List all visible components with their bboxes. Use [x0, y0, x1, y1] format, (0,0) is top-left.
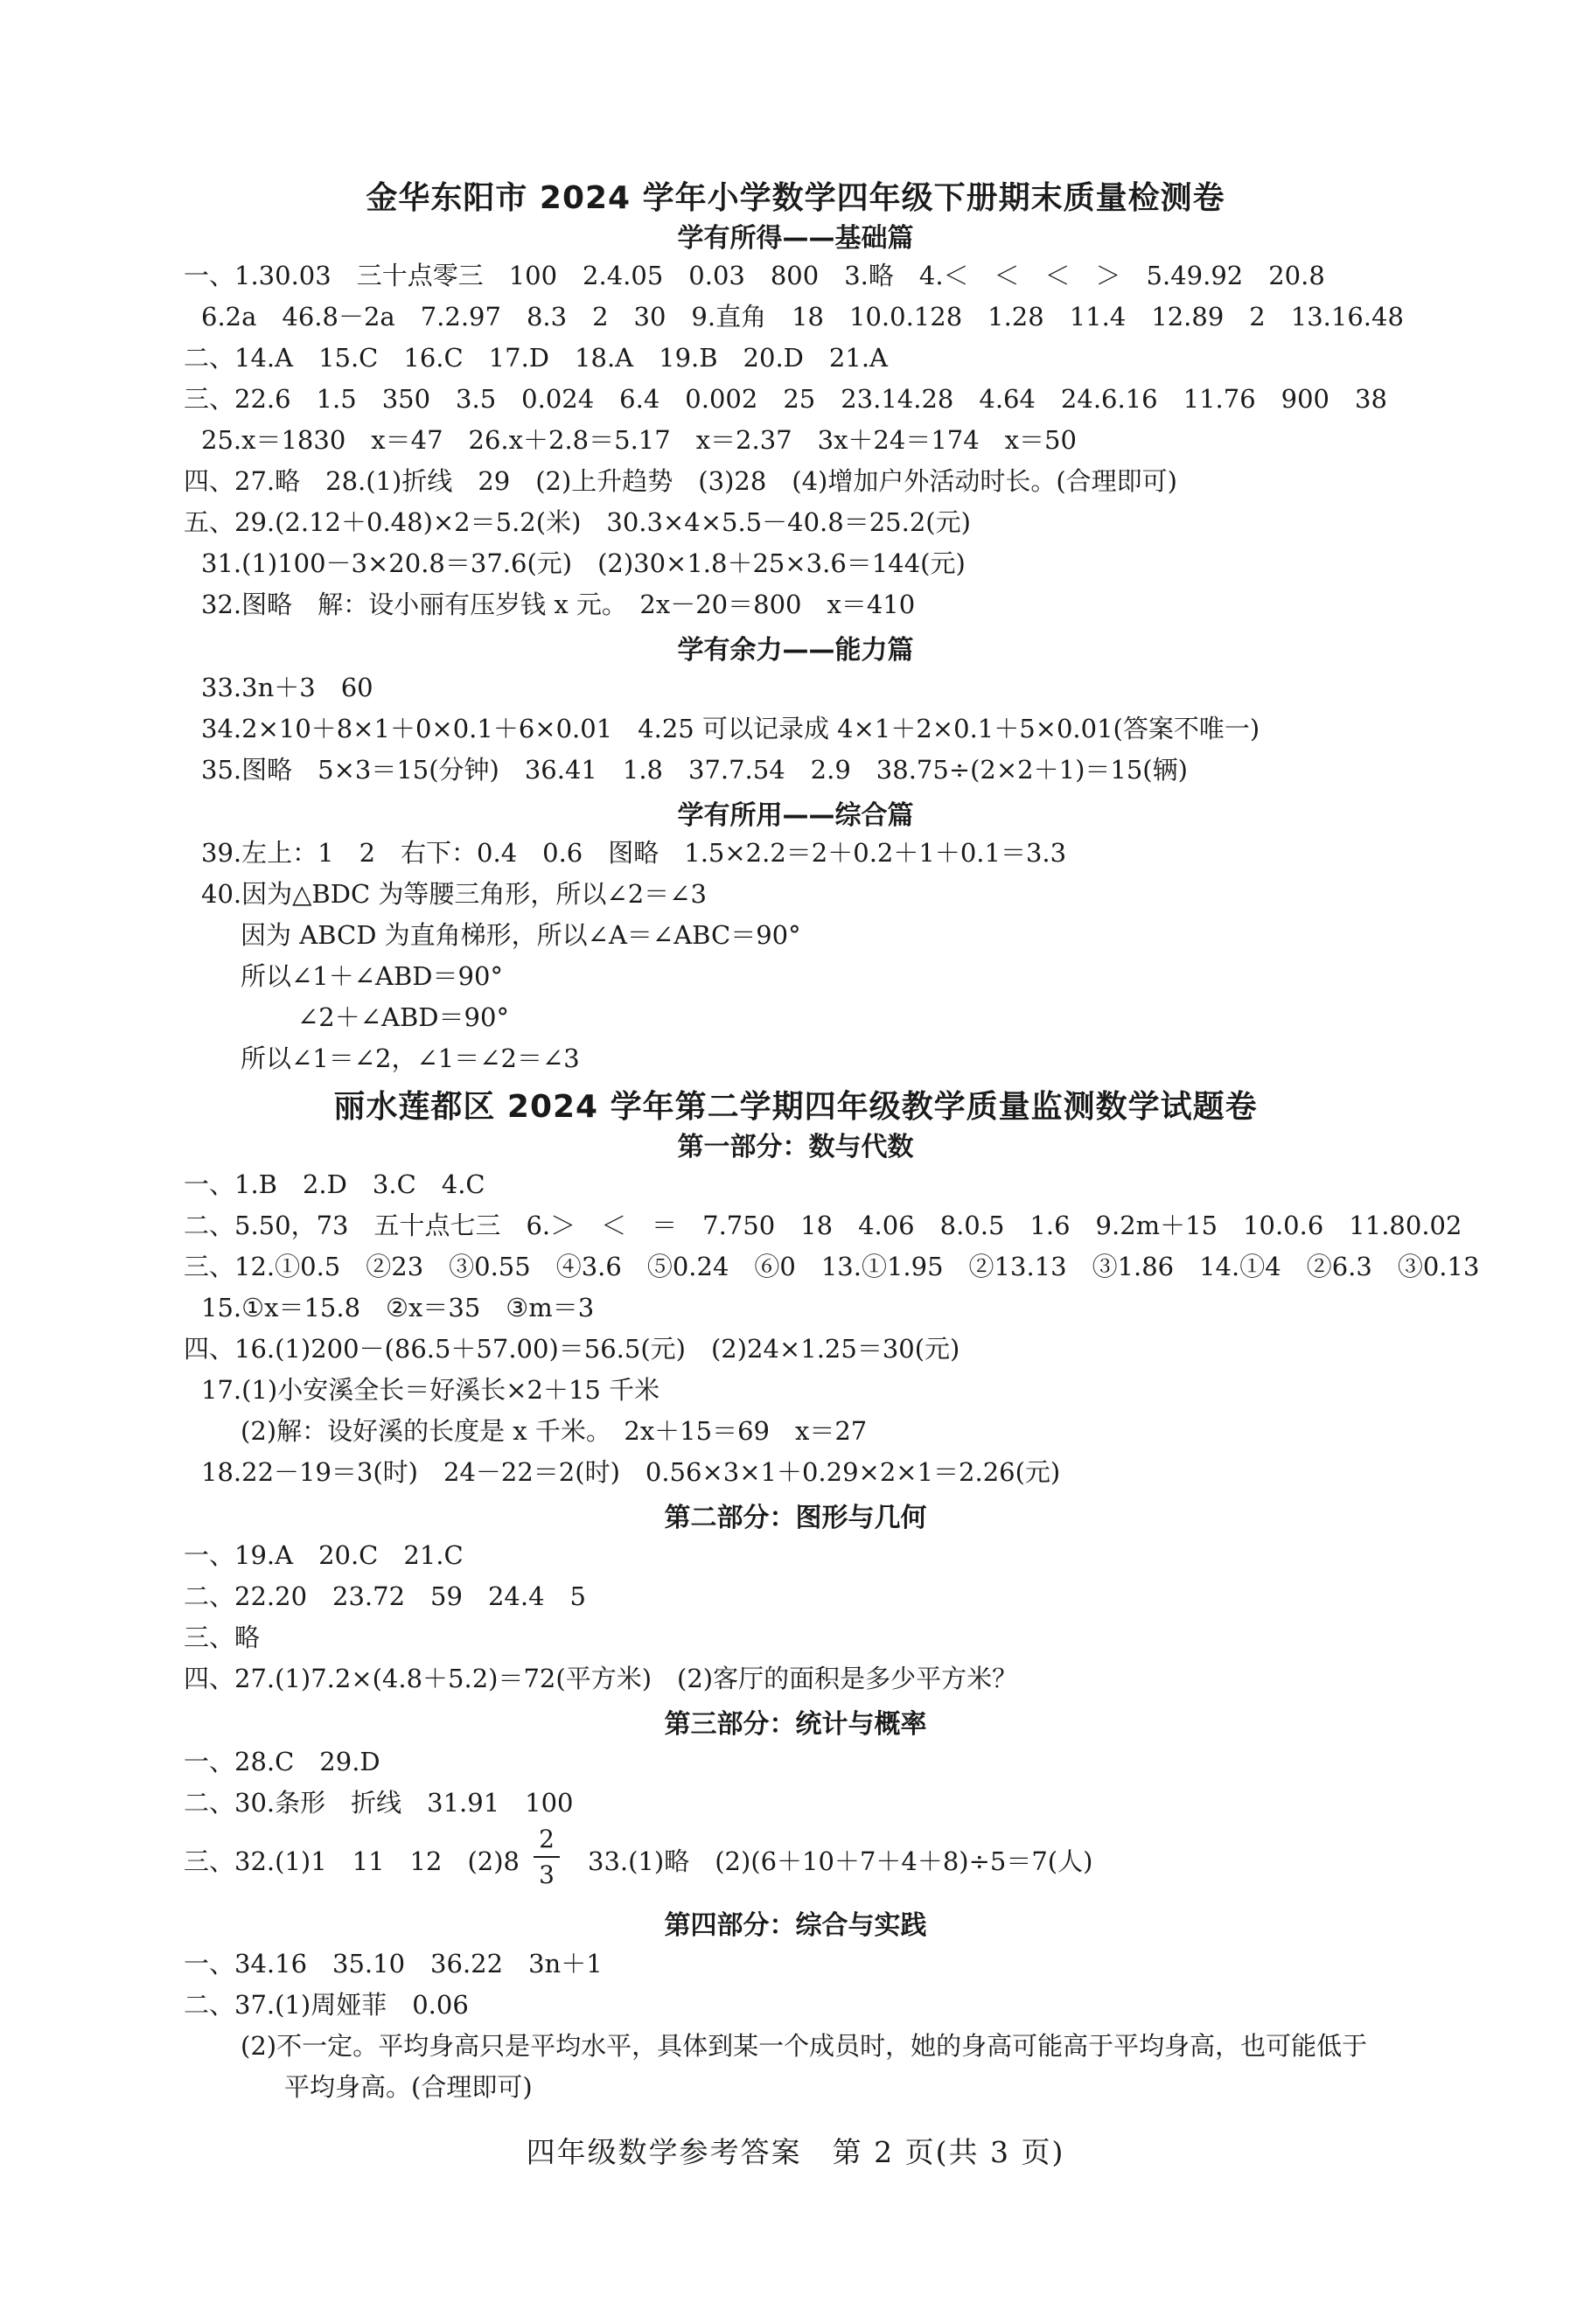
s1-comp-line-3: 因为 ABCD 为直角梯形，所以∠A＝∠ABC＝90° — [241, 920, 801, 950]
section1-part-basic: 学有所得——基础篇 — [677, 223, 914, 254]
page-footer: 四年级数学参考答案 第 2 页(共 3 页) — [526, 2135, 1065, 2169]
s2-p1-line-8: 18.22－19＝3(时) 24－22＝2(时) 0.56×3×1＋0.29×2×1＝2.26(元) — [201, 1457, 1061, 1487]
s2-p1-line-4: 15.①x＝15.8 ②x＝35 ③m＝3 — [201, 1293, 595, 1323]
s2-p1-line-2: 二、5.50，73 五十点七三 6.＞ ＜ ＝ 7.750 18 4.06 8.0.5 1.6 9.2m＋15 10.0.6 11.80.02 — [184, 1211, 1462, 1240]
s1-ability-line-1: 33.3n＋3 60 — [201, 673, 373, 702]
s2-p1-line-3: 三、12.①0.5 ②23 ③0.55 ④3.6 ⑤0.24 ⑥0 13.①1.95 ②13.13 ③1.86 14.①4 ②6.3 ③0.13 — [184, 1252, 1480, 1281]
s2-p2-line-2: 二、22.20 23.72 59 24.4 5 — [184, 1581, 586, 1611]
section1-part-ability: 学有余力——能力篇 — [677, 635, 914, 666]
section2-title: 丽水莲都区 2024 学年第二学期四年级教学质量监测数学试题卷 — [333, 1089, 1258, 1125]
s1-line-9: 32.图略 解：设小丽有压岁钱 x 元。 2x－20＝800 x＝410 — [201, 590, 916, 619]
fraction-bar — [534, 1856, 560, 1858]
section1-title: 金华东阳市 2024 学年小学数学四年级下册期末质量检测卷 — [366, 180, 1225, 216]
s1-line-8: 31.(1)100－3×20.8＝37.6(元) (2)30×1.8＋25×3.6＝144(元) — [201, 548, 966, 578]
s1-line-5: 25.x＝1830 x＝47 26.x＋2.8＝5.17 x＝2.37 3x＋24＝174 x＝50 — [201, 425, 1077, 455]
section2-part3: 第三部分：统计与概率 — [664, 1709, 927, 1740]
s2-p4-line-4: 平均身高。(合理即可) — [284, 2072, 533, 2102]
s1-line-1: 一、1.30.03 三十点零三 100 2.4.05 0.03 800 3.略 4.＜ ＜ ＜ ＞ 5.49.92 20.8 — [184, 261, 1325, 290]
fraction-two-thirds — [534, 1825, 560, 1889]
fraction-numerator: 2 — [539, 1825, 555, 1853]
s2-p1-line-5: 四、16.(1)200－(86.5＋57.00)＝56.5(元) (2)24×1.25＝30(元) — [184, 1334, 960, 1364]
section2-part1: 第一部分：数与代数 — [677, 1132, 914, 1162]
s1-ability-line-3: 35.图略 5×3＝15(分钟) 36.41 1.8 37.7.54 2.9 38.75÷(2×2＋1)＝15(辆) — [201, 755, 1188, 785]
s1-comp-line-1: 39.左上：1 2 右下：0.4 0.6 图略 1.5×2.2＝2＋0.2＋1＋0.1＝3.3 — [201, 838, 1067, 868]
s1-comp-line-6: 所以∠1＝∠2，∠1＝∠2＝∠3 — [241, 1043, 580, 1073]
s2-p4-line-3: (2)不一定。平均身高只是平均水平，具体到某一个成员时，她的身高可能高于平均身高，也可能低于 — [241, 2031, 1368, 2061]
s2-p1-line-1: 一、1.B 2.D 3.C 4.C — [184, 1169, 485, 1199]
s2-p4-line-1: 一、34.16 35.10 36.22 3n＋1 — [184, 1949, 603, 1979]
fraction-denominator: 3 — [539, 1860, 555, 1889]
s1-ability-line-2: 34.2×10＋8×1＋0×0.1＋6×0.01 4.25 可以记录成 4×1＋2×0.1＋5×0.01(答案不唯一) — [201, 714, 1260, 743]
s2-p2-line-4: 四、27.(1)7.2×(4.8＋5.2)＝72(平方米) (2)客厅的面积是多少平方米？ — [184, 1664, 1018, 1693]
s2-p3-line-3: 三、32.(1)1 11 12 (2)8 — [184, 1846, 520, 1876]
section2-part2: 第二部分：图形与几何 — [664, 1503, 927, 1533]
s2-p3-line-2: 二、30.条形 折线 31.91 100 — [184, 1788, 574, 1818]
s2-p2-line-1: 一、19.A 20.C 21.C — [184, 1540, 464, 1570]
s2-p4-line-2: 二、37.(1)周娅菲 0.06 — [184, 1990, 469, 2020]
s2-p1-line-7: (2)解：设好溪的长度是 x 千米。 2x＋15＝69 x＝27 — [241, 1416, 868, 1446]
s2-p2-line-3: 三、略 — [184, 1623, 261, 1652]
s1-line-6: 四、27.略 28.(1)折线 29 (2)上升趋势 (3)28 (4)增加户外活动时长。(合理即可) — [184, 466, 1177, 496]
s1-line-4: 三、22.6 1.5 350 3.5 0.024 6.4 0.002 25 23.14.28 4.64 24.6.16 11.76 900 38 — [184, 384, 1387, 414]
section2-part4: 第四部分：综合与实践 — [664, 1910, 927, 1941]
s2-p3-line-4: 33.(1)略 (2)(6＋10＋7＋4＋8)÷5＝7(人) — [588, 1846, 1093, 1876]
s1-comp-line-2: 40.因为△BDC 为等腰三角形，所以∠2＝∠3 — [201, 879, 707, 909]
s1-comp-line-4: 所以∠1＋∠ABD＝90° — [241, 961, 503, 991]
s1-line-7: 五、29.(2.12＋0.48)×2＝5.2(米) 30.3×4×5.5－40.8＝25.2(元) — [184, 507, 971, 537]
section1-part-comprehensive: 学有所用——综合篇 — [677, 800, 914, 831]
s1-line-2: 6.2a 46.8－2a 7.2.97 8.3 2 30 9.直角 18 10.0.128 1.28 11.4 12.89 2 13.16.48 — [201, 302, 1404, 332]
s1-comp-line-5: ∠2＋∠ABD＝90° — [297, 1002, 509, 1032]
s2-p1-line-6: 17.(1)小安溪全长＝好溪长×2＋15 千米 — [201, 1375, 660, 1405]
s1-line-3: 二、14.A 15.C 16.C 17.D 18.A 19.B 20.D 21.A — [184, 343, 888, 373]
s2-p3-line-1: 一、28.C 29.D — [184, 1747, 380, 1776]
